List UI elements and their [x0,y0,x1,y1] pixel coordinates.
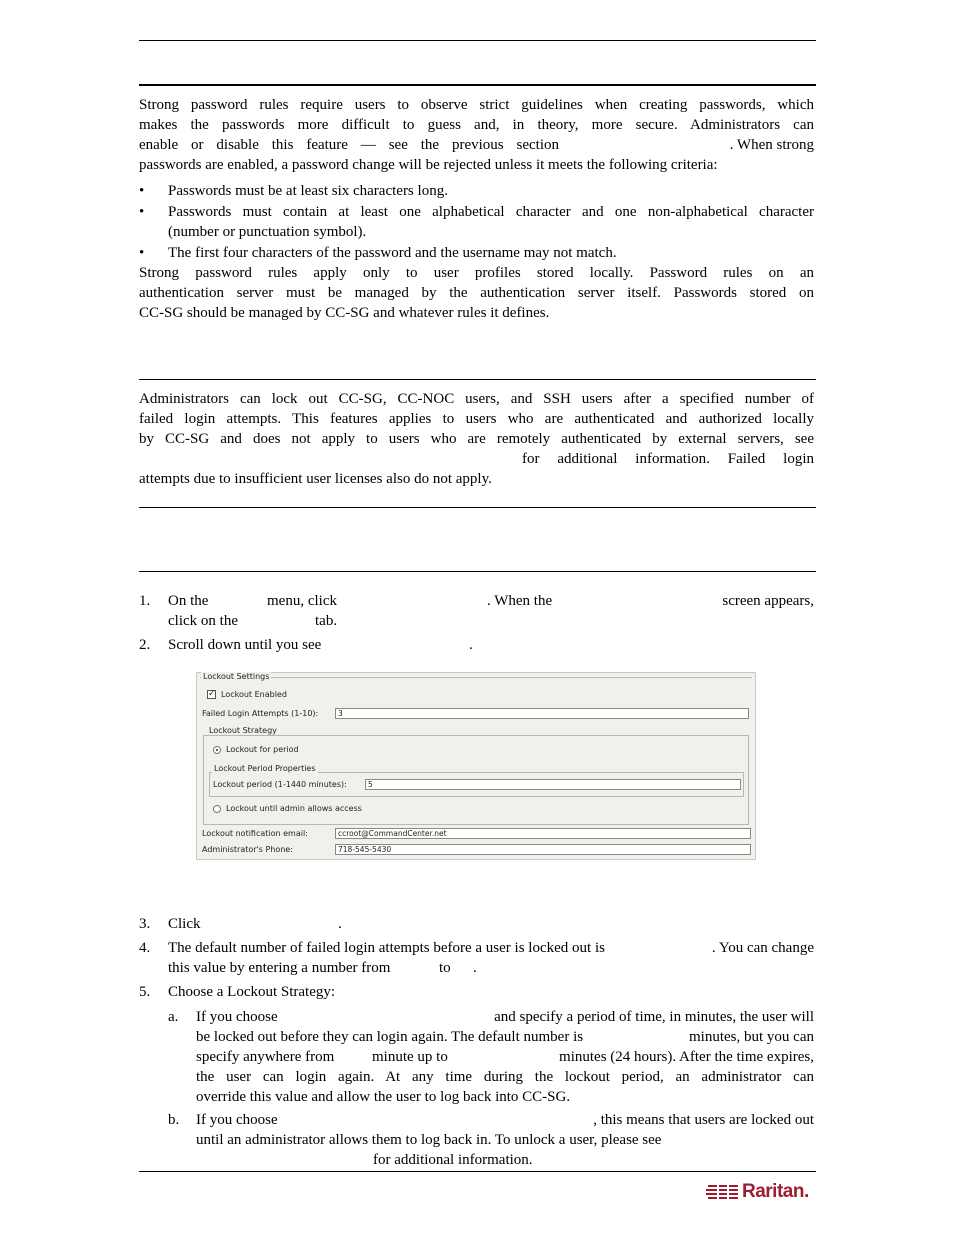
text-fragment: minutes, but you can [689,1029,814,1045]
text-line: authentication server must be managed by the authentication server itself. Passwords stored on [139,285,814,301]
text-line [196,1047,814,1067]
bullet-text: Passwords must contain at least one alphabetical character and one non-alphabetical character [168,204,814,220]
text-line: Choose a Lockout Strategy: [168,984,336,1000]
text-line [196,1007,814,1027]
text-line: failed login attempts. This features applies to users who are authenticated and authorized locally [139,411,814,427]
text-line [168,611,814,631]
text-line [196,1130,814,1150]
text-fragment: this value by entering a number from [168,960,391,976]
text-fragment: specify anywhere from [196,1049,335,1065]
period-input[interactable]: 5 [365,779,741,790]
text-line: attempts due to insufficient user licenses also do not apply. [139,471,492,487]
text-fragment: until an administrator allows them to log back in. To unlock a user, please see [196,1132,662,1148]
failed-attempts-input[interactable]: 3 [335,708,749,719]
bullet-icon: • [139,183,145,199]
text-line [168,635,814,655]
header-rule [139,40,816,41]
text-line: Strong password rules require users to observe strict guidelines when creating passwords, which [139,97,814,113]
text-fragment: for additional information. [373,1152,533,1168]
text-line: the user can login again. At any time during the lockout period, an administrator can [196,1069,814,1085]
text-line [168,914,814,934]
text-fragment: , this means that users are locked out [593,1112,814,1128]
text-line [168,938,814,958]
text-fragment: minutes (24 hours). After the time expires, [559,1049,814,1065]
until-admin-label: Lockout until admin allows access [226,804,362,813]
text-fragment: . When the [487,593,553,609]
text-fragment: for additional information. Failed login [522,451,814,467]
text-line [168,591,814,611]
email-label: Lockout notification email: [202,829,308,838]
logo-text: Raritan. [742,1181,809,1202]
step-number: 2. [139,637,151,653]
bullet-text: Passwords must be at least six characters long. [168,183,448,199]
footer-rule [139,1171,816,1172]
text-fragment: screen appears, [722,593,814,609]
text-line: passwords are enabled, a password change will be rejected unless it meets the following criteria: [139,157,718,173]
phone-input[interactable]: 718-545-5430 [335,844,751,855]
phone-label: Administrator's Phone: [202,845,293,854]
lockout-enabled-checkbox[interactable]: ✓ [208,689,216,699]
bullet-text: The first four characters of the password and the username may not match. [168,245,617,261]
step-number: 4. [139,940,151,956]
text-line: by CC-SG and does not apply to users who are remotely authenticated by external servers, see [139,431,814,447]
text-fragment: . When strong [729,137,814,153]
step-number: 5. [139,984,151,1000]
lockout-settings-screenshot [196,672,756,860]
sub-step-letter: b. [168,1112,180,1128]
bullet-icon: • [139,204,145,220]
text-fragment: On the [168,593,209,609]
text-line: Strong password rules apply only to user profiles stored locally. Password rules on an [139,265,814,281]
strategy-title: Lockout Strategy [209,726,277,735]
failed-attempts-label: Failed Login Attempts (1-10): [202,709,319,718]
text-fragment: to [439,960,451,976]
text-line [196,1150,814,1170]
text-line [139,449,814,469]
raritan-logo-icon [706,1180,740,1204]
period-label: Lockout period (1-1440 minutes): [213,780,347,789]
period-props-title: Lockout Period Properties [214,764,316,773]
text-fragment: If you choose [196,1112,278,1128]
text-line: makes the passwords more difficult to guess and, in theory, more secure. Administrators can [139,117,814,133]
password-rules-paragraph [139,263,814,323]
bullet-icon: • [139,245,145,261]
bullet-text: (number or punctuation symbol). [168,224,367,240]
lockout-for-period-radio[interactable] [213,746,221,754]
sub-step-letter: a. [168,1009,179,1025]
text-fragment: tab. [315,613,338,629]
lockout-paragraph [139,389,814,489]
text-fragment: . [469,637,473,653]
text-fragment: The default number of failed login attempts before a user is locked out is [168,940,605,956]
text-fragment: minute up to [372,1049,448,1065]
text-fragment: click on the [168,613,238,629]
section-rule [139,507,816,508]
section-rule [139,84,816,86]
text-fragment: Scroll down until you see [168,637,322,653]
text-line [168,958,814,978]
text-fragment: . [473,960,477,976]
group-title: Lockout Settings [203,672,270,681]
text-fragment: Click [168,916,201,932]
raritan-logo [706,1180,816,1204]
text-line: override this value and allow the user to log back into CC-SG. [196,1089,571,1105]
text-line: CC-SG should be managed by CC-SG and whatever rules it defines. [139,305,550,321]
section-rule [139,571,816,572]
section-rule [139,379,816,380]
lockout-for-period-label: Lockout for period [226,745,299,754]
text-fragment: . You can change [711,940,814,956]
text-fragment: and specify a period of time, in minutes, the user will [494,1009,814,1025]
step-number: 3. [139,916,151,932]
until-admin-radio[interactable] [213,805,221,813]
text-line: Administrators can lock out CC-SG, CC-NOC users, and SSH users after a specified number of [139,391,814,407]
text-line [139,135,814,155]
email-input[interactable]: ccroot@CommandCenter.net [335,828,751,839]
lockout-enabled-label: Lockout Enabled [221,690,287,699]
strong-password-paragraph [139,95,814,175]
text-fragment: If you choose [196,1009,278,1025]
step-number: 1. [139,593,151,609]
text-fragment: . [338,916,342,932]
text-fragment: enable or disable this feature — see the previous section [139,137,559,153]
text-fragment: menu, click [267,593,337,609]
text-fragment: be locked out before they can login again. The default number is [196,1029,584,1045]
text-line [196,1110,814,1130]
text-line [196,1027,814,1047]
